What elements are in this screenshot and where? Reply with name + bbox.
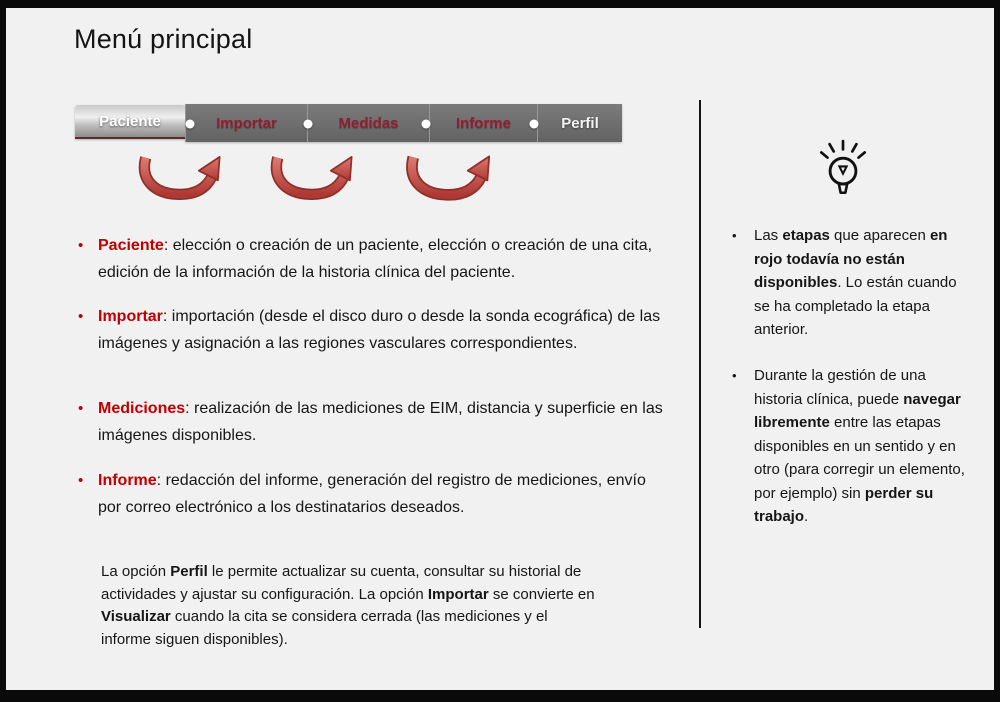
curved-arrow-icon (269, 151, 356, 201)
bullet-marker: • (732, 228, 737, 243)
list-item-desc: : elección o creación de un paciente, elección o creación de una cita, edición de la información de la historia clínica del paciente. (98, 237, 653, 281)
list-item-desc: : importación (desde el disco duro o desde la sonda ecográfica) de las imágenes y asignación a las regiones vasculares correspondientes. (98, 308, 661, 352)
perfil-note: La opción Perfil le permite actualizar su cuenta, consultar su historial de actividades y ajustar su configuración. La opción Importar se convierte en Visualizar cuando la cita se considera cerrada (las mediciones y el informe siguen disponibles). (101, 563, 595, 648)
menu-separator-dot (304, 120, 313, 129)
list-item-term: Importar (98, 308, 163, 325)
stage-menubar (75, 104, 622, 142)
menu-item-paciente[interactable] (75, 105, 185, 139)
bullet-marker: • (78, 400, 84, 417)
list-item-informe (78, 468, 666, 521)
bullet-marker: • (732, 368, 737, 383)
list-item-desc: : redacción del informe, generación del registro de mediciones, envío por correo electrónico a los destinatarios deseados. (98, 472, 646, 516)
menu-item-informe[interactable] (429, 104, 537, 142)
list-item-text (98, 396, 666, 449)
list-item-text (98, 304, 666, 357)
list-item-importar (78, 304, 666, 357)
bullet-marker: • (78, 472, 84, 489)
menu-item-label: Paciente (99, 112, 161, 130)
list-item-term: Informe (98, 472, 157, 489)
list-item-desc: : realización de las mediciones de EIM, distancia y superficie en las imágenes disponibles. (98, 400, 663, 444)
list-item-paciente (78, 233, 666, 286)
bullet-marker: • (78, 308, 84, 325)
tip-item-navigation (732, 364, 965, 529)
list-item-text (98, 468, 666, 521)
menu-item-perfil[interactable] (537, 104, 622, 142)
tip-text: Las etapas que aparecen en rojo todavía no están disponibles. Lo están cuando se ha completado la etapa anterior. (754, 227, 957, 338)
menu-item-label: Medidas (338, 114, 399, 132)
menu-separator-dot (422, 120, 431, 129)
curved-arrow-icon (401, 151, 497, 201)
menu-item-label: Perfil (561, 114, 599, 132)
curved-arrow-icon (137, 151, 224, 201)
menu-item-medidas[interactable] (307, 104, 429, 142)
tip-item-stages (732, 224, 965, 342)
page-title: Menú principal (74, 24, 253, 54)
menu-item-importar[interactable] (185, 104, 307, 142)
lightbulb-icon (818, 138, 868, 200)
bullet-marker: • (78, 237, 84, 254)
list-item-term: Paciente (98, 237, 164, 254)
tip-text: Durante la gestión de una historia clínica, puede navegar libremente entre las etapas disponibles en un sentido y en otro (para corregir un elemento, por ejemplo) sin perder su trabajo. (754, 367, 965, 525)
list-item-mediciones (78, 396, 666, 449)
vertical-divider (699, 100, 701, 628)
list-item-text (98, 233, 666, 286)
menu-separator-dot (186, 120, 195, 129)
menu-separator-dot (530, 120, 539, 129)
menu-item-label: Importar (216, 114, 277, 132)
list-item-term: Mediciones (98, 400, 186, 417)
menu-item-label: Informe (455, 114, 511, 132)
